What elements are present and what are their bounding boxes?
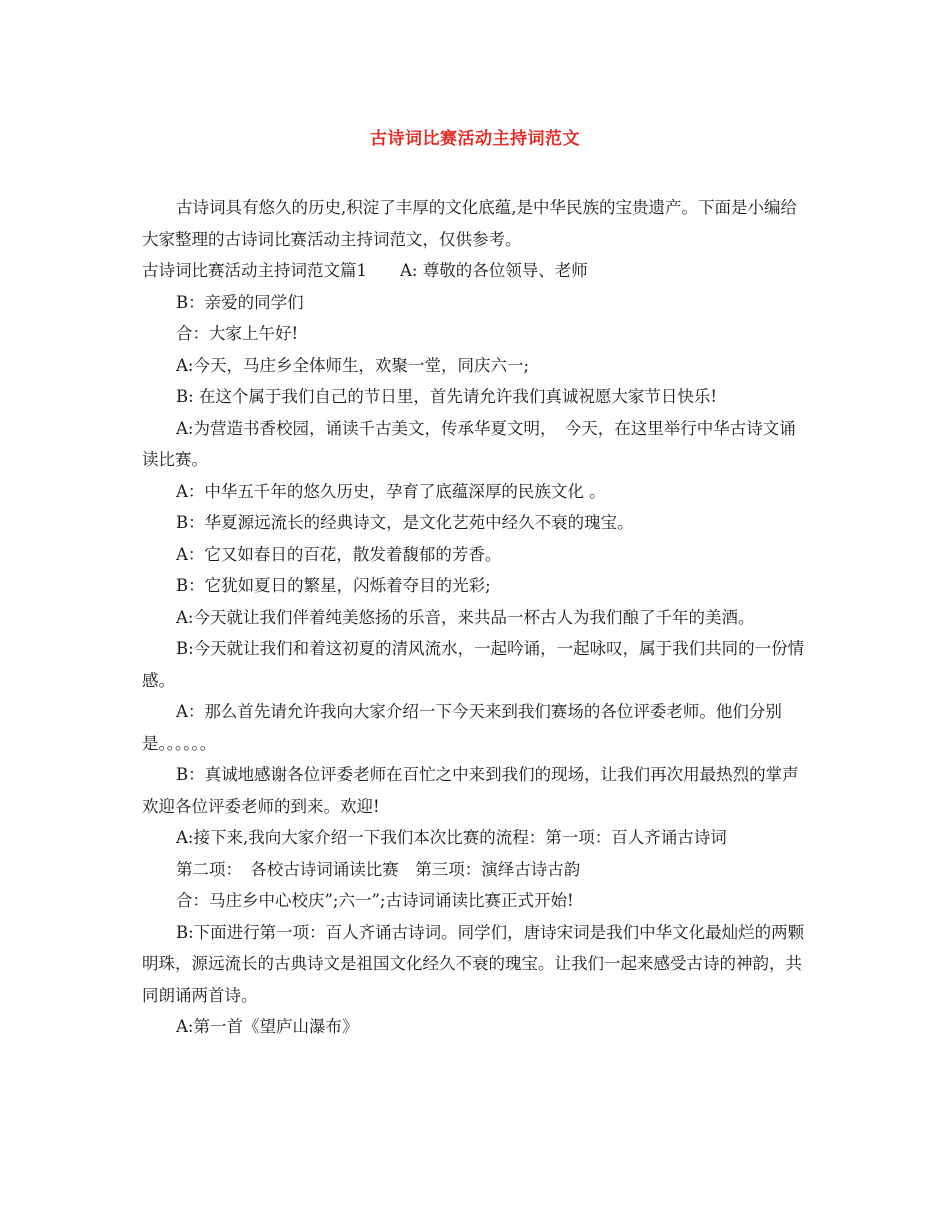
- paragraph: A:为营造书香校园，诵读千古美文，传承华夏文明， 今天，在这里举行中华古诗文诵读比赛。: [142, 418, 796, 469]
- paragraph: B：它犹如夏日的繁星，闪烁着夺目的光彩;: [176, 576, 491, 595]
- paragraph: 合：大家上午好!: [176, 324, 299, 343]
- paragraph: B：真诚地感谢各位评委老师在百忙之中来到我们的现场，让我们再次用最热烈的掌声欢迎各位评委老师的到来。欢迎!: [142, 765, 799, 816]
- paragraph: B：亲爱的同学们: [176, 292, 304, 312]
- paragraph: 第二项： 各校古诗词诵读比赛 第三项：演绎古诗古韵: [176, 859, 581, 879]
- document-title: 古诗词比赛活动主持词范文: [370, 129, 580, 149]
- paragraph: A：中华五千年的悠久历史，孕育了底蕴深厚的民族文化 。: [176, 481, 606, 501]
- paragraph: A:第一首《望庐山瀑布》: [176, 1017, 359, 1036]
- paragraph: A：那么首先请允许我向大家介绍一下今天来到我们赛场的各位评委老师。他们分别是。。。。。。: [142, 702, 782, 753]
- paragraph: A：它又如春日的百花，散发着馥郁的芳香。: [176, 544, 502, 564]
- paragraph: A:接下来,我向大家介绍一下我们本次比赛的流程：第一项：百人齐诵古诗词: [176, 828, 727, 847]
- paragraph: A:今天，马庄乡全体师生，欢聚一堂，同庆六一;: [176, 355, 530, 375]
- paragraph: B:今天就让我们和着这初夏的清风流水，一起吟诵，一起咏叹，属于我们共同的一份情感。: [142, 639, 805, 690]
- document-body: [142, 192, 810, 1043]
- paragraph: 合：马庄乡中心校庆”;六一”;古诗词诵读比赛正式开始!: [176, 891, 574, 910]
- paragraph: 古诗词比赛活动主持词范文篇1 A: 尊敬的各位领导、老师: [142, 261, 588, 280]
- paragraph: B: 在这个属于我们自己的节日里，首先请允许我们真诚祝愿大家节日快乐!: [176, 387, 718, 406]
- paragraph: 古诗词具有悠久的历史,积淀了丰厚的文化底蕴,是中华民族的宝贵遗产。下面是小编给大家整理的古诗词比赛活动主持词范文，仅供参考。: [142, 198, 797, 249]
- paragraph: A:今天就让我们伴着纯美悠扬的乐音，来共品一杯古人为我们酿了千年的美酒。: [176, 607, 755, 627]
- paragraph: B：华夏源远流长的经典诗文，是文化艺苑中经久不衰的瑰宝。: [176, 513, 634, 532]
- paragraph: B:下面进行第一项：百人齐诵古诗词。同学们，唐诗宋词是我们中华文化最灿烂的两颗明珠，源远流长的古典诗文是祖国文化经久不衰的瑰宝。让我们一起来感受古诗的神韵，共同朗诵两首诗。: [142, 922, 805, 1005]
